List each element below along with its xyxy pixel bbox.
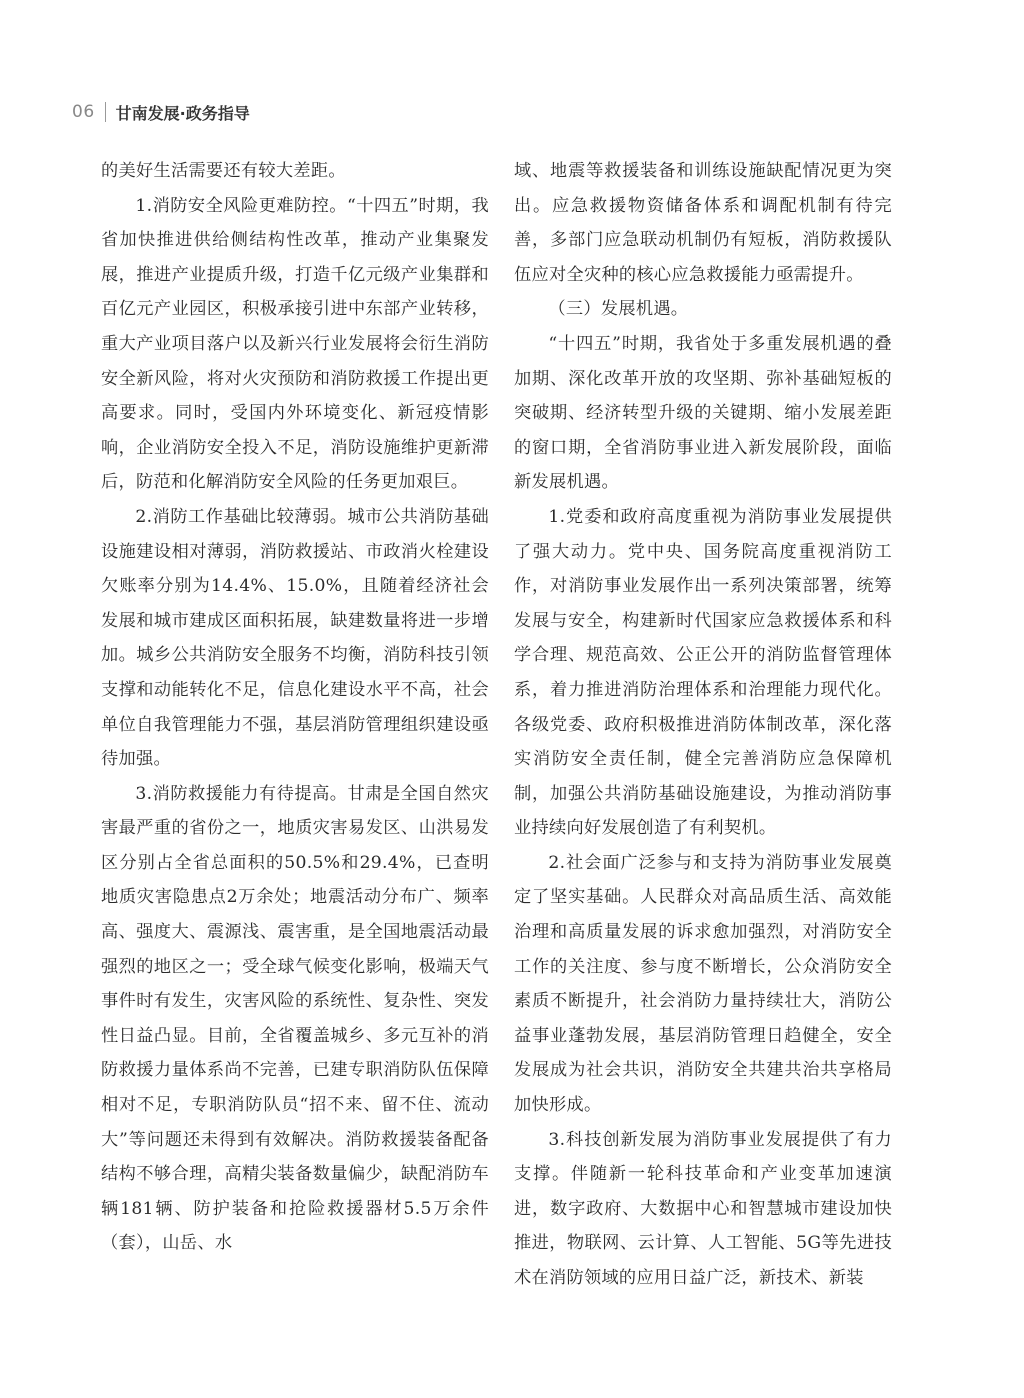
page-number: 06 (72, 102, 95, 122)
right-column (514, 154, 892, 1296)
page-header (72, 98, 250, 126)
section-title: 甘南发展·政务指导 (115, 103, 250, 123)
paragraph: 的美好生活需要还有较大差距。 (101, 161, 346, 181)
paragraph: 2.消防工作基础比较薄弱。城市公共消防基础设施建设相对薄弱，消防救援站、市政消火栓建设欠账率分别为14.4%、15.0%，且随着经济社会发展和城市建成区面积拓展，缺建数量将进一步增加。城乡公共消防安全服务不均衡，消防科技引领支撑和动能转化不足，信息化建设水平不高，社会单位自我管理能力不强，基层消防管理组织建设亟待加强。 (101, 506, 489, 770)
subheading: （三）发展机遇。 (548, 299, 689, 320)
paragraph: 1.消防安全风险更难防控。“十四五”时期，我省加快推进供给侧结构性改革，推动产业集聚发展，推进产业提质升级，打造千亿元级产业集群和百亿元产业园区，积极承接引进中东部产业转移，重大产业项目落户以及新兴行业发展将会衍生消防安全新风险，将对火灾预防和消防救援工作提出更高要求。同时，受国内外环境变化、新冠疫情影响，企业消防安全投入不足，消防设施维护更新滞后，防范和化解消防安全风险的任务更加艰巨。 (101, 195, 489, 493)
header-divider (105, 102, 106, 122)
paragraph: 1.党委和政府高度重视为消防事业发展提供了强大动力。党中央、国务院高度重视消防工作，对消防事业发展作出一系列决策部署，统筹发展与安全，构建新时代国家应急救援体系和科学合理、规范高效、公正公开的消防监督管理体系，着力推进消防治理体系和治理能力现代化。各级党委、政府积极推进消防体制改革，深化落实消防安全责任制，健全完善消防应急保障机制，加强公共消防基础设施建设，为推动消防事业持续向好发展创造了有利契机。 (514, 506, 892, 839)
paragraph: “十四五”时期，我省处于多重发展机遇的叠加期、深化改革开放的攻坚期、弥补基础短板的突破期、经济转型升级的关键期、缩小发展差距的窗口期，全省消防事业进入新发展阶段，面临新发展机遇。 (514, 333, 892, 493)
left-column (101, 154, 489, 1261)
paragraph: 3.科技创新发展为消防事业发展提供了有力支撑。伴随新一轮科技革命和产业变革加速演进，数字政府、大数据中心和智慧城市建设加快推进，物联网、云计算、人工智能、5G等先进技术在消防领域的应用日益广泛，新技术、新装 (514, 1129, 892, 1288)
paragraph: 2.社会面广泛参与和支持为消防事业发展奠定了坚实基础。人民群众对高品质生活、高效能治理和高质量发展的诉求愈加强烈，对消防安全工作的关注度、参与度不断增长，公众消防安全素质不断提升，社会消防力量持续壮大，消防公益事业蓬勃发展，基层消防管理日趋健全，安全发展成为社会共识，消防安全共建共治共享格局加快形成。 (514, 852, 892, 1116)
paragraph: 域、地震等救援装备和训练设施缺配情况更为突出。应急救援物资储备体系和调配机制有待完善，多部门应急联动机制仍有短板，消防救援队伍应对全灾种的核心应急救援能力亟需提升。 (514, 161, 892, 285)
paragraph: 3.消防救援能力有待提高。甘肃是全国自然灾害最严重的省份之一，地质灾害易发区、山洪易发区分别占全省总面积的50.5%和29.4%，已查明地质灾害隐患点2万余处；地震活动分布广、频率高、强度大、震源浅、震害重，是全国地震活动最强烈的地区之一；受全球气候变化影响，极端天气事件时有发生，灾害风险的系统性、复杂性、突发性日益凸显。目前，全省覆盖城乡、多元互补的消防救援力量体系尚不完善，已建专职消防队伍保障相对不足，专职消防队员“招不来、留不住、流动大”等问题还未得到有效解决。消防救援装备配备结构不够合理，高精尖装备数量偏少，缺配消防车辆181辆、防护装备和抢险救援器材5.5万余件（套），山岳、水 (101, 783, 489, 1254)
